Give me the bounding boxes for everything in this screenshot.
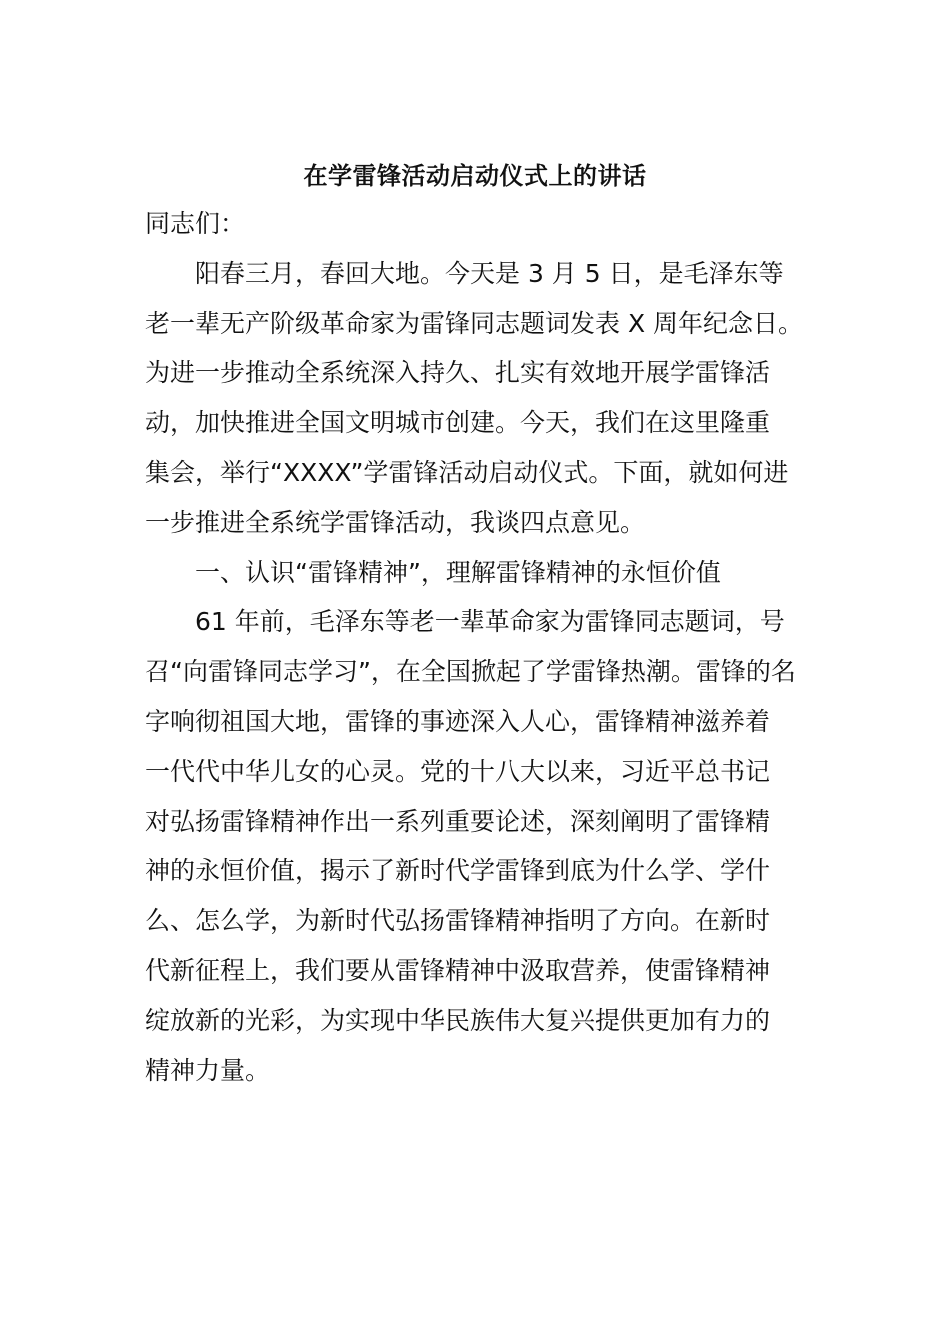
body-line: 为进一步推动全系统深入持久、扎实有效地开展学雷锋活 <box>145 358 771 388</box>
body-line: 神的永恒价值，揭示了新时代学雷锋到底为什么学、学什 <box>145 856 771 886</box>
body-line: 代新征程上，我们要从雷锋精神中汲取营养，使雷锋精神 <box>145 955 771 985</box>
section-heading: 一、认识“雷锋精神”，理解雷锋精神的永恒价值 <box>195 557 721 587</box>
body-line: 老一辈无产阶级革命家为雷锋同志题词发表 X 周年纪念日。 <box>145 308 804 338</box>
body-line: 对弘扬雷锋精神作出一系列重要论述，深刻阐明了雷锋精 <box>145 806 771 836</box>
body-line: 动，加快推进全国文明城市创建。今天，我们在这里隆重 <box>145 408 771 438</box>
document-body <box>145 199 805 1095</box>
body-line: 字响彻祖国大地，雷锋的事迹深入人心，雷锋精神滋养着 <box>145 706 771 736</box>
body-line: 精神力量。 <box>145 1055 271 1085</box>
document-title: 在学雷锋活动启动仪式上的讲话 <box>303 162 647 190</box>
body-line: 一代代中华儿女的心灵。党的十八大以来，习近平总书记 <box>145 756 771 786</box>
salutation: 同志们： <box>145 209 246 238</box>
body-line: 61 年前，毛泽东等老一辈革命家为雷锋同志题词，号 <box>195 607 785 637</box>
body-line: 集会，举行“XXXX”学雷锋活动启动仪式。下面，就如何进 <box>145 457 789 487</box>
body-line: 阳春三月，春回大地。今天是 3 月 5 日，是毛泽东等 <box>195 258 784 288</box>
body-line: 一步推进全系统学雷锋活动，我谈四点意见。 <box>145 507 646 537</box>
body-line: 召“向雷锋同志学习”，在全国掀起了学雷锋热潮。雷锋的名 <box>145 657 796 687</box>
body-line: 绽放新的光彩，为实现中华民族伟大复兴提供更加有力的 <box>145 1005 771 1035</box>
body-line: 么、怎么学，为新时代弘扬雷锋精神指明了方向。在新时 <box>145 906 771 936</box>
